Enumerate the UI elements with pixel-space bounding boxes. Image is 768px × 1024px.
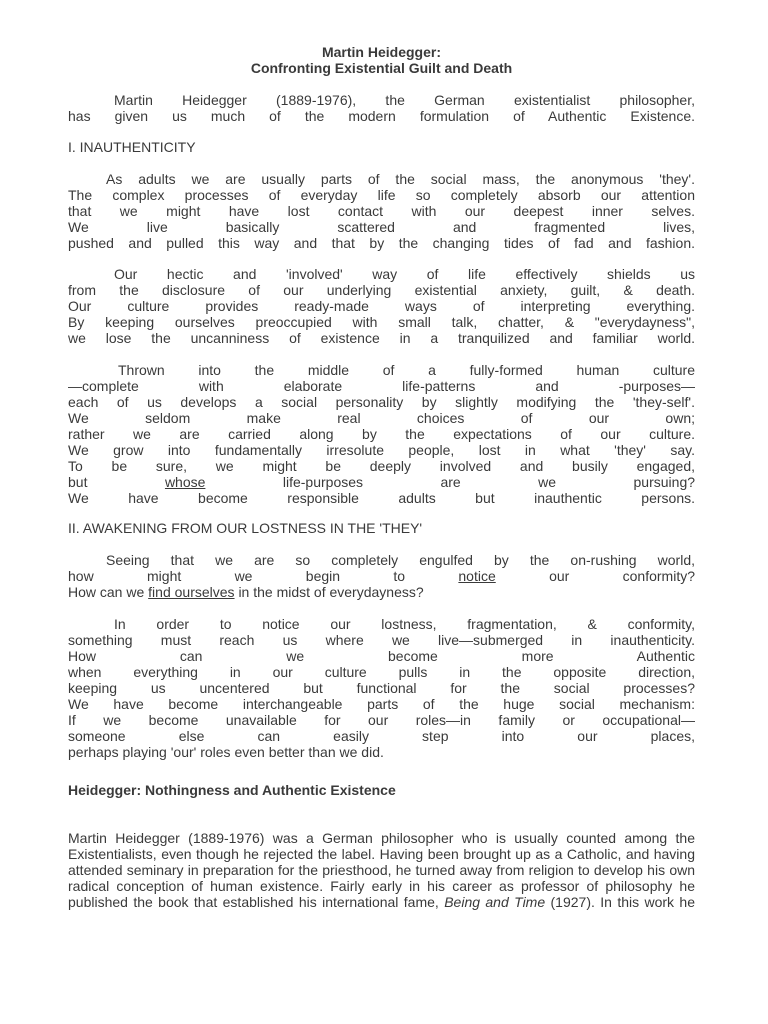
underlined-word-notice: notice — [458, 568, 496, 584]
document-title — [68, 44, 695, 76]
text-line: perhaps playing 'our' roles even better than we did. — [68, 744, 384, 760]
text-fragment: in the midst of everydayness? — [238, 584, 424, 600]
text-line: How can we become more Authentic — [68, 648, 695, 664]
text-line: If we become unavailable for our roles—in family or occupational— — [68, 712, 695, 728]
text-line: each of us develops a social personality by slightly modifying the 'they-self'. — [68, 394, 695, 410]
text-line: has given us much of the modern formulation of Authentic Existence. — [68, 108, 695, 124]
text-line — [68, 474, 695, 490]
book-title-being-and-time: Being and Time — [444, 894, 546, 910]
text-fragment: (1927). In this work he — [550, 894, 695, 910]
paragraph-4 — [68, 552, 695, 600]
text-line: Martin Heidegger (1889-1976), the German existentialist philosopher, — [114, 92, 695, 108]
title-line-1: Martin Heidegger: — [321, 44, 441, 60]
text-line: Our hectic and 'involved' way of life effectively shields us — [114, 266, 695, 282]
text-line: Our culture provides ready-made ways of interpreting everything. — [68, 298, 695, 314]
text-line — [68, 568, 695, 584]
paragraph-1 — [68, 171, 695, 251]
paragraph-6 — [68, 830, 695, 910]
text-line: We live basically scattered and fragmented lives, — [68, 219, 695, 235]
text-line: The complex processes of everyday life so completely absorb our attention — [68, 187, 695, 203]
text-line: We have become interchangeable parts of the huge social mechanism: — [68, 696, 695, 712]
text-line: someone else can easily step into our places, — [68, 728, 695, 744]
underlined-phrase-find-ourselves: find ourselves — [148, 584, 235, 600]
text-fragment: published the book that established his international fame, — [68, 894, 439, 910]
text-line: keeping us uncentered but functional for the social processes? — [68, 680, 695, 696]
text-line — [68, 584, 695, 600]
text-line: By keeping ourselves preoccupied with small talk, chatter, & "everydayness", — [68, 314, 695, 330]
intro-paragraph — [68, 92, 695, 124]
text-line: Martin Heidegger (1889-1976) was a German philosopher who is usually counted among the — [68, 830, 695, 846]
paragraph-5 — [68, 616, 695, 760]
text-line: To be sure, we might be deeply involved and busily engaged, — [68, 458, 695, 474]
section-heading-inauthenticity: I. INAUTHENTICITY — [68, 139, 196, 155]
text-fragment: how might we begin to — [68, 568, 406, 584]
text-line: we lose the uncanniness of existence in a tranquilized and familiar world. — [68, 330, 695, 346]
text-fragment: our conformity? — [549, 568, 695, 584]
text-line: We grow into fundamentally irresolute people, lost in what 'they' say. — [68, 442, 695, 458]
text-line: pushed and pulled this way and that by the changing tides of fad and fashion. — [68, 235, 695, 251]
text-line: radical conception of human existence. Fairly early in his career as professor of philosophy he — [68, 878, 695, 894]
text-line: We seldom make real choices of our own; — [68, 410, 695, 426]
text-line: —complete with elaborate life-patterns and -purposes— — [68, 378, 695, 394]
text-line: Existentialists, even though he rejected the label. Having been brought up as a Catholic, and having — [68, 846, 695, 862]
text-line: when everything in our culture pulls in the opposite direction, — [68, 664, 695, 680]
text-line — [68, 894, 695, 910]
text-fragment: life-purposes are we pursuing? — [282, 474, 695, 490]
paragraph-2 — [68, 266, 695, 346]
text-line: Thrown into the middle of a fully-formed human culture — [118, 362, 695, 378]
section-heading-awakening: II. AWAKENING FROM OUR LOSTNESS IN THE 'THEY' — [68, 520, 423, 536]
text-line: rather we are carried along by the expectations of our culture. — [68, 426, 695, 442]
text-line: We have become responsible adults but inauthentic persons. — [68, 490, 695, 506]
underlined-word-whose: whose — [164, 474, 206, 490]
text-line: As adults we are usually parts of the social mass, the anonymous 'they'. — [106, 171, 695, 187]
text-line: Seeing that we are so completely engulfed by the on-rushing world, — [106, 552, 695, 568]
text-line: from the disclosure of our underlying existential anxiety, guilt, & death. — [68, 282, 695, 298]
paragraph-3 — [68, 362, 695, 506]
text-fragment: but — [68, 474, 88, 490]
title-line-2: Confronting Existential Guilt and Death — [250, 60, 513, 76]
text-line: In order to notice our lostness, fragmentation, & conformity, — [114, 616, 695, 632]
text-line: attended seminary in preparation for the priesthood, he turned away from religion to develop his own — [68, 862, 695, 878]
text-fragment: How can we — [68, 584, 145, 600]
section-heading-nothingness: Heidegger: Nothingness and Authentic Existence — [68, 782, 396, 798]
text-line: that we might have lost contact with our deepest inner selves. — [68, 203, 695, 219]
text-line: something must reach us where we live—submerged in inauthenticity. — [68, 632, 695, 648]
